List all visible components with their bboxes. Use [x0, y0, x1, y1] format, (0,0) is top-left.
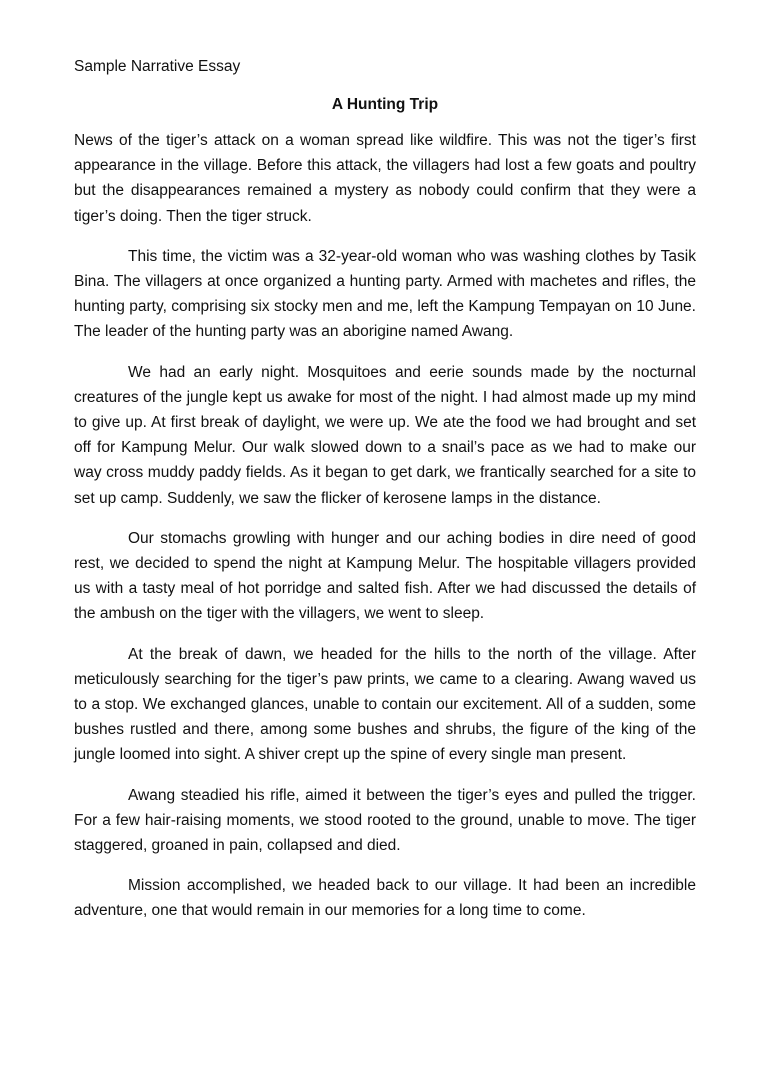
- essay-title: A Hunting Trip: [331, 96, 439, 113]
- paragraph-4: Our stomachs growling with hunger and our aching bodies in dire need of good rest, we decided to spend the night at Kampung Melur. The hospitable villagers provided us with a tasty meal of hot porridge and salted fish. After we had discussed the details of the ambush on the tiger with the villagers, we went to sleep.: [74, 529, 696, 623]
- paragraph-3: We had an early night. Mosquitoes and eerie sounds made by the nocturnal creatures of the jungle kept us awake for most of the night. I had almost made up my mind to give up. At first break of daylight, we were up. We ate the food we had brought and set off for Kampung Melur. Our walk slowed down to a snail’s pace as we had to make our way cross muddy paddy fields. As it began to get dark, we frantically searched for a site to set up camp. Suddenly, we saw the flicker of kerosene lamps in the distance.: [74, 363, 696, 507]
- paragraph-7: Mission accomplished, we headed back to our village. It had been an incredible adventure, one that would remain in our memories for a long time to come.: [74, 877, 696, 920]
- paragraph-1: News of the tiger’s attack on a woman spread like wildfire. This was not the tiger’s first appearance in the village. Before this attack, the villagers had lost a few goats and poultry but the disappearances remained a mystery as nobody could confirm that they were a tiger’s doing. Then the tiger struck.: [74, 132, 696, 225]
- document-body: [74, 56, 696, 939]
- paragraph-2: This time, the victim was a 32-year-old woman who was washing clothes by Tasik Bina. The villagers at once organized a hunting party. Armed with machetes and rifles, the hunting party, comprising six stocky men and me, left the Kampung Tempayan on 10 June. The leader of the hunting party was an aborigine named Awang.: [74, 247, 696, 341]
- paragraph-5: At the break of dawn, we headed for the hills to the north of the village. After meticulously searching for the tiger’s paw prints, we came to a clearing. Awang waved us to a stop. We exchanged glances, unable to contain our excitement. All of a sudden, some bushes rustled and there, among some bushes and shrubs, the figure of the king of the jungle loomed into sight. A shiver crept up the spine of every single man present.: [74, 645, 696, 764]
- document-label: Sample Narrative Essay: [74, 58, 241, 75]
- paragraph-6: Awang steadied his rifle, aimed it between the tiger’s eyes and pulled the trigger. For a few hair-raising moments, we stood rooted to the ground, unable to move. The tiger staggered, groaned in pain, collapsed and died.: [74, 786, 696, 855]
